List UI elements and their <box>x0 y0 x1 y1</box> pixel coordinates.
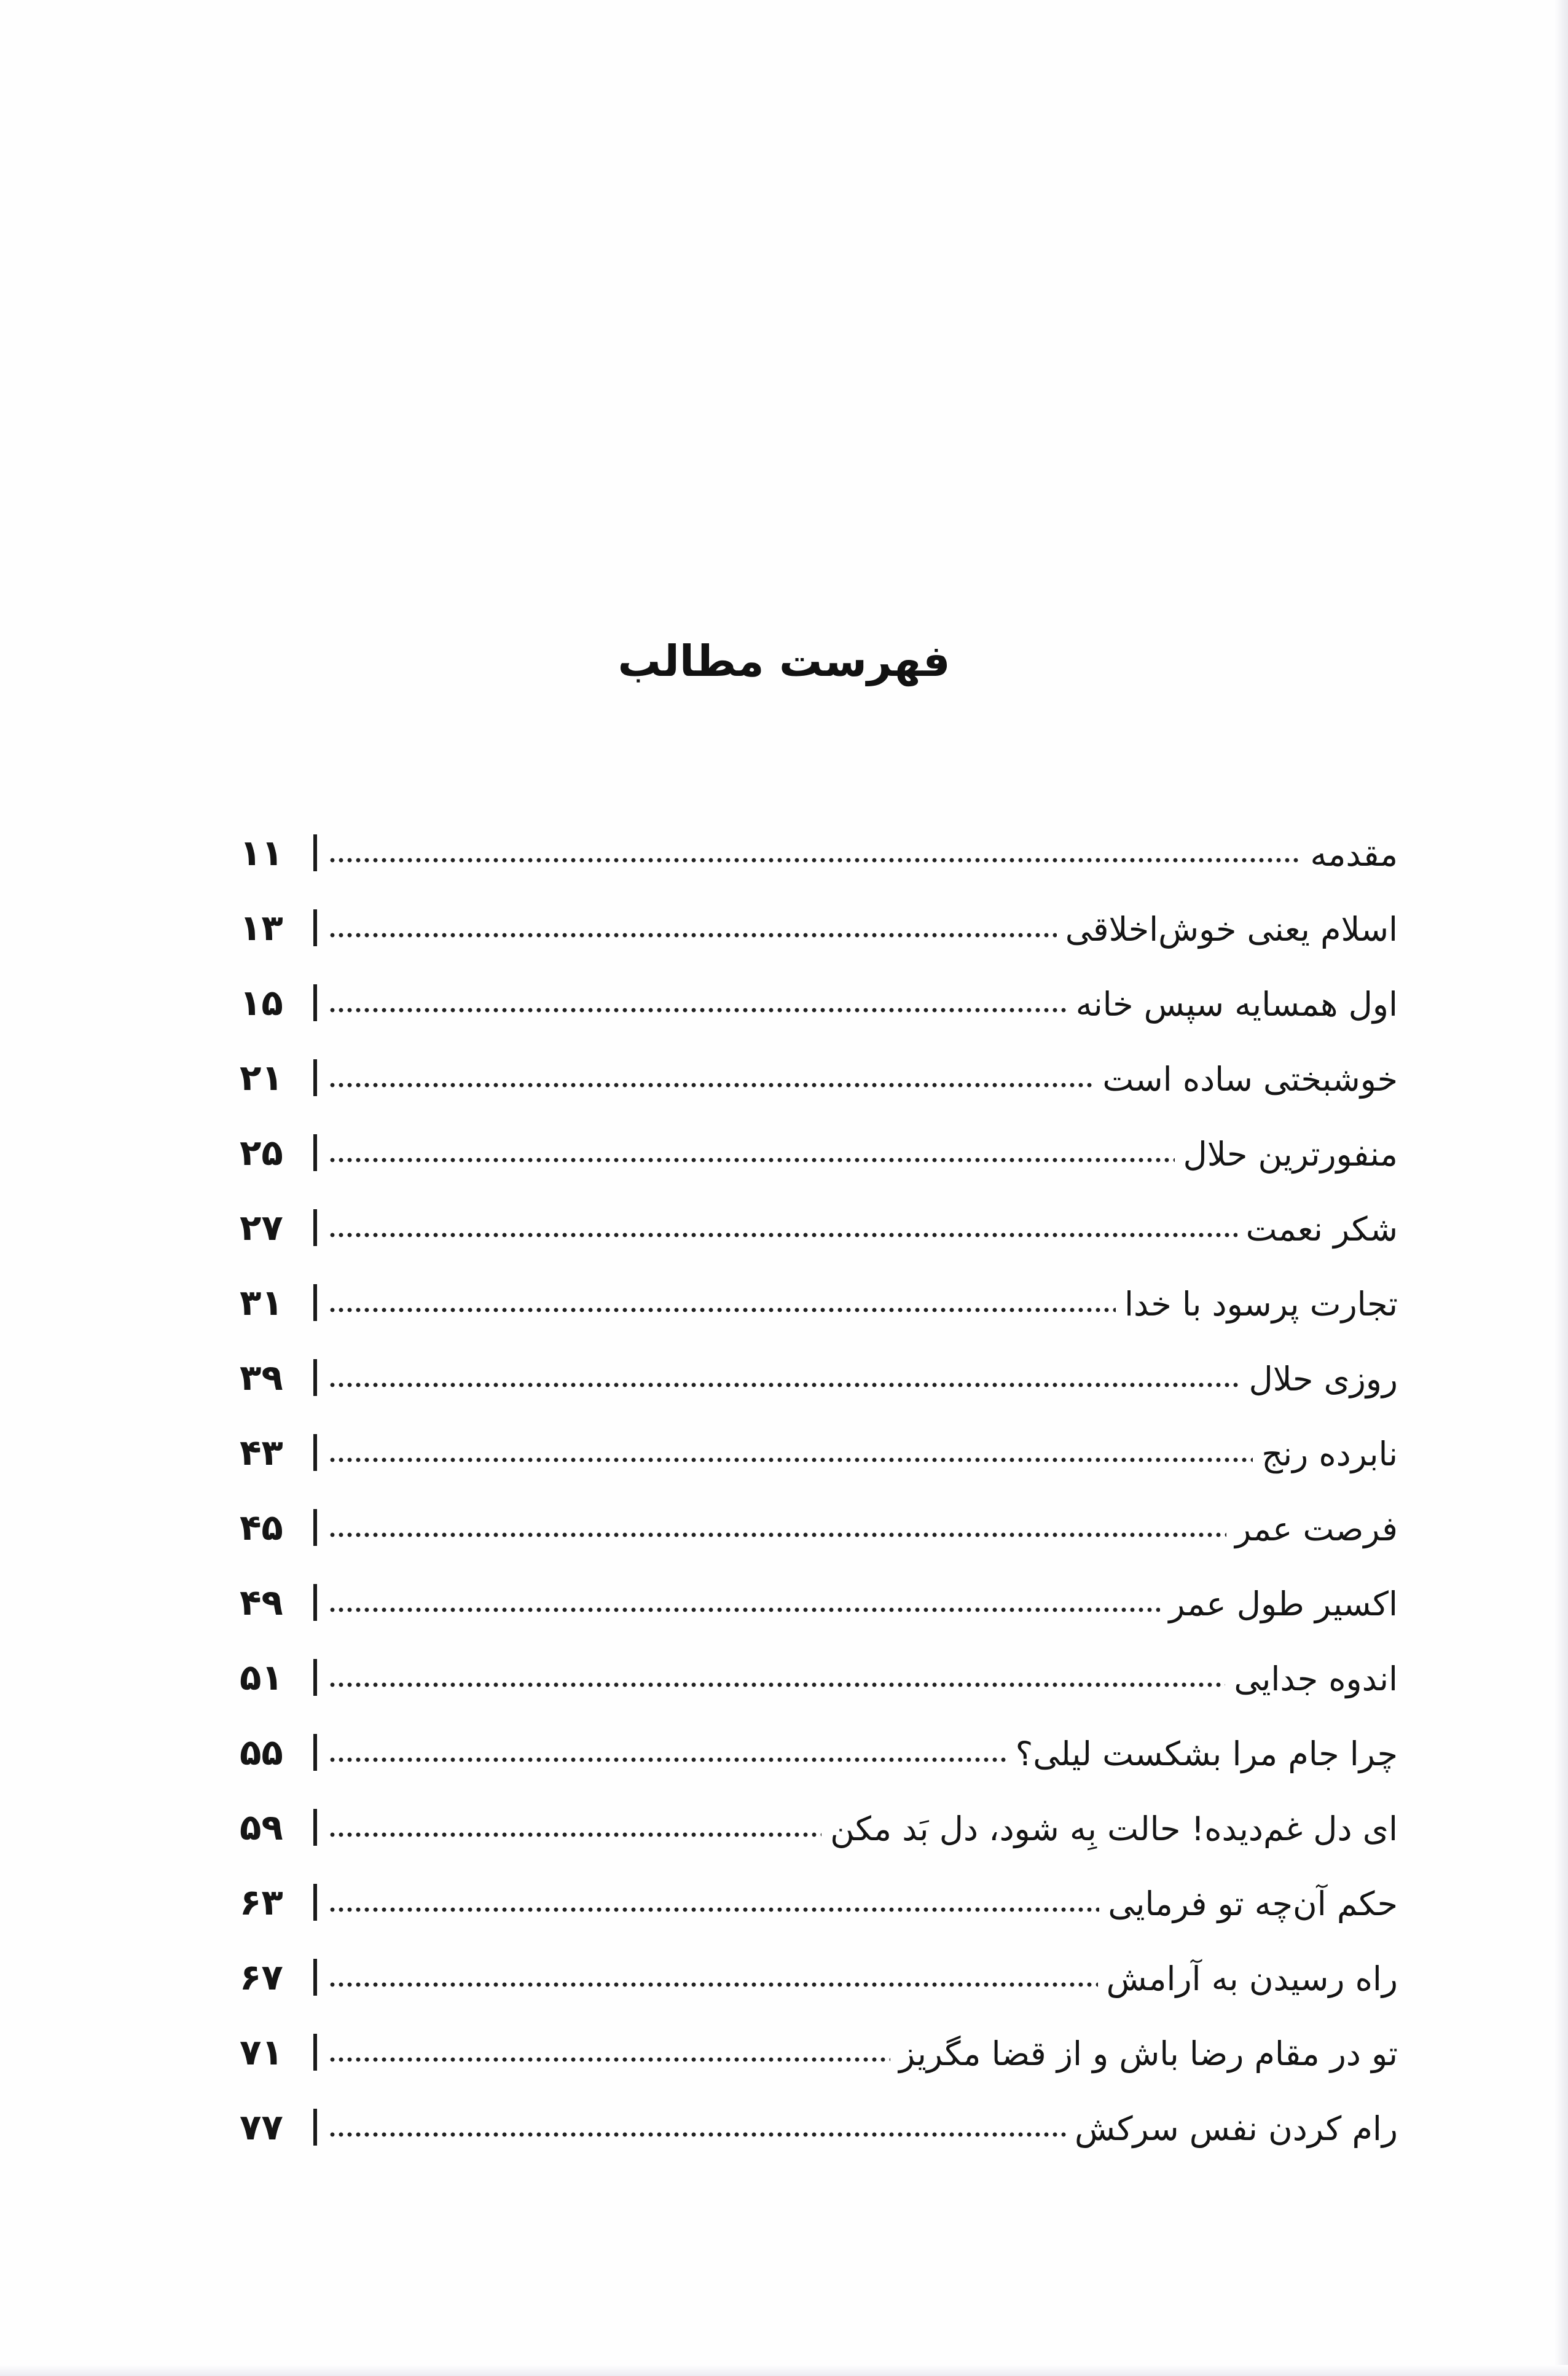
toc-separator <box>313 1134 317 1171</box>
toc-page-number: ۴۵ <box>240 1507 283 1548</box>
toc-row <box>240 1848 1398 1923</box>
toc-dot-leader <box>328 1831 821 1838</box>
toc-dot-leader <box>328 1756 1007 1763</box>
toc-row <box>240 1323 1398 1398</box>
toc-page-number: ۱۱ <box>240 832 283 874</box>
page-bottom-shadow <box>0 2365 1568 2376</box>
toc-page-number: ۱۵ <box>240 982 283 1024</box>
toc-entry-title: روزی حلال <box>1249 1360 1398 1398</box>
toc-page-number: ۷۱ <box>240 2031 283 2073</box>
toc-page-number: ۵۵ <box>240 1731 283 1773</box>
toc-entry-title: منفورترین حلال <box>1183 1135 1398 1174</box>
toc-entry-title: فرصت عمر <box>1235 1510 1398 1548</box>
toc-entry-title: نابرده رنج <box>1261 1435 1398 1473</box>
page-edge-shadow <box>1554 0 1568 2376</box>
toc-separator <box>313 1884 317 1921</box>
toc-separator <box>313 984 317 1021</box>
toc-separator <box>313 909 317 946</box>
toc-page-number: ۵۱ <box>240 1657 283 1698</box>
toc-dot-leader <box>328 1906 1099 1913</box>
toc-entry-title: راه رسیدن به آرامش <box>1106 1959 1398 1998</box>
toc-entry-title: اکسیر طول عمر <box>1169 1585 1398 1623</box>
toc-dot-leader <box>328 1606 1160 1613</box>
toc-page-number: ۲۵ <box>240 1132 283 1174</box>
toc-entry-title: اول همسایه سپس خانه <box>1075 985 1398 1024</box>
toc-dot-leader <box>328 1381 1241 1389</box>
toc-entry-title: تجارت پرسود با خدا <box>1124 1285 1398 1323</box>
toc-row <box>240 1473 1398 1548</box>
toc-row <box>240 1623 1398 1698</box>
toc-row <box>240 1174 1398 1249</box>
toc-row <box>240 1024 1398 1099</box>
toc-row <box>240 1698 1398 1773</box>
toc-dot-leader <box>328 1456 1253 1464</box>
toc-row <box>240 1099 1398 1174</box>
toc-entry-title: اندوه جدایی <box>1234 1660 1398 1698</box>
toc-page-number: ۲۷ <box>240 1207 283 1249</box>
toc-entry-title: ای دل غم‌دیده! حالت بِه شود، دل بَد مکن <box>830 1809 1398 1848</box>
toc-page-number: ۴۹ <box>240 1582 283 1623</box>
toc-separator <box>313 1359 317 1396</box>
toc-separator <box>313 1659 317 1696</box>
toc-separator <box>313 1434 317 1471</box>
page-title: فهرست مطالب <box>617 636 951 686</box>
toc-dot-leader <box>328 1156 1175 1164</box>
toc-entry-title: شکر نعمت <box>1245 1210 1398 1249</box>
toc-row <box>240 1773 1398 1848</box>
toc-separator <box>313 2034 317 2071</box>
toc-row <box>240 1923 1398 1998</box>
toc-entry-title: اسلام یعنی خوش‌اخلاقی <box>1065 910 1398 949</box>
toc-row <box>240 2073 1398 2148</box>
toc-dot-leader <box>328 857 1302 864</box>
toc-separator <box>313 2109 317 2146</box>
toc-row <box>240 1548 1398 1623</box>
toc-separator <box>313 834 317 871</box>
toc-dot-leader <box>328 1006 1067 1014</box>
toc-dot-leader <box>328 1531 1226 1539</box>
toc-page-number: ۵۹ <box>240 1806 283 1848</box>
toc-separator <box>313 1059 317 1096</box>
toc-separator <box>313 1284 317 1321</box>
toc-entry-title: چرا جام مرا بشکست لیلی؟ <box>1015 1735 1398 1773</box>
toc-entry-title: مقدمه <box>1310 835 1398 874</box>
toc-page-number: ۷۷ <box>240 2106 283 2148</box>
toc-row <box>240 799 1398 874</box>
toc-separator <box>313 1209 317 1246</box>
toc-separator <box>313 1959 317 1996</box>
toc-entry-title: خوشبختی ساده است <box>1102 1060 1398 1099</box>
toc-row <box>240 1998 1398 2073</box>
toc-separator <box>313 1584 317 1621</box>
toc-entry-title: رام کردن نفس سرکش <box>1075 2109 1398 2148</box>
toc-page-number: ۱۳ <box>240 907 283 949</box>
toc-dot-leader <box>328 2056 890 2063</box>
toc-entry-title: حکم آن‌چه تو فرمایی <box>1108 1884 1398 1923</box>
toc-row <box>240 1398 1398 1473</box>
toc-page-number: ۳۹ <box>240 1357 283 1398</box>
toc-dot-leader <box>328 2131 1066 2138</box>
toc-row <box>240 949 1398 1024</box>
toc-page-number: ۳۱ <box>240 1282 283 1323</box>
toc-row <box>240 1249 1398 1323</box>
toc-dot-leader <box>328 931 1057 939</box>
toc-row <box>240 874 1398 949</box>
toc-page-number: ۶۳ <box>240 1881 283 1923</box>
toc-separator <box>313 1509 317 1546</box>
toc-page-number: ۲۱ <box>240 1057 283 1099</box>
toc-dot-leader <box>328 1681 1225 1688</box>
table-of-contents <box>240 799 1398 2148</box>
toc-separator <box>313 1734 317 1771</box>
toc-entry-title: تو در مقام رضا باش و از قضا مگریز <box>899 2034 1398 2073</box>
toc-page-number: ۴۳ <box>240 1432 283 1473</box>
toc-dot-leader <box>328 1981 1098 1988</box>
toc-dot-leader <box>328 1231 1237 1239</box>
toc-separator <box>313 1809 317 1846</box>
toc-dot-leader <box>328 1081 1094 1089</box>
toc-page-number: ۶۷ <box>240 1956 283 1998</box>
toc-dot-leader <box>328 1306 1116 1314</box>
